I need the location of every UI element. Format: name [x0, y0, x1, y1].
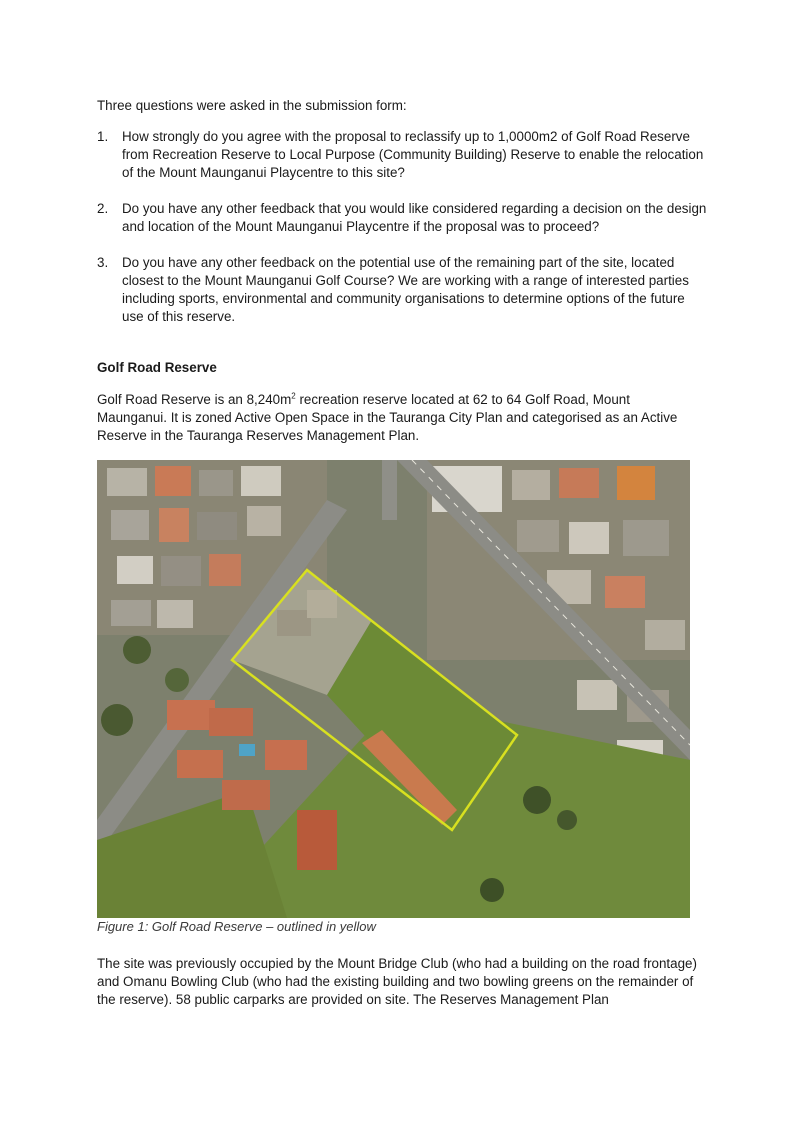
question-text: How strongly do you agree with the proposal to reclassify up to 1,0000m2 of Golf Road Reserve from Recreation Reserve to Local Purpose (Community Building) Reserve to enable the relocation of the Mount Maunganui Playcentre to this site? [122, 129, 704, 180]
superscript: 2 [291, 391, 296, 401]
section-title: Golf Road Reserve [97, 360, 217, 375]
description-text: Golf Road Reserve is an 8,240m [97, 392, 292, 407]
figure-caption: Figure 1: Golf Road Reserve – outlined in yellow [97, 919, 376, 934]
question-text: Do you have any other feedback on the potential use of the remaining part of the site, located closest to the Mount Maunganui Golf Course? We are working with a range of interested parties including sports, environmental and community organisations to determine options of the future use of this reserve. [122, 255, 689, 324]
question-item [97, 254, 707, 326]
aerial-photo [97, 460, 690, 918]
question-list [97, 128, 707, 344]
question-item [97, 200, 707, 236]
intro-paragraph: Three questions were asked in the submission form: [97, 98, 407, 113]
question-item [97, 128, 707, 182]
question-text: Do you have any other feedback that you would like considered regarding a decision on the design and location of the Mount Maunganui Playcentre if the proposal was to proceed? [122, 201, 707, 234]
aerial-map-image [97, 460, 690, 918]
question-number: 2. [97, 201, 109, 216]
reserve-description [97, 391, 697, 445]
closing-paragraph: The site was previously occupied by the Mount Bridge Club (who had a building on the road frontage) and Omanu Bowling Club (who had the existing building and two bowling greens on the remainder of the reserve). 58 public carparks are provided on site. The Reserves Management Plan [97, 956, 697, 1007]
description-text-rest: recreation reserve located at 62 to 64 Golf Road, Mount Maunganui. It is zoned Active Open Space in the Tauranga City Plan and categorised as an Active Reserve in the Tauranga Reserves Management Plan. [97, 392, 678, 443]
question-number: 3. [97, 255, 109, 270]
question-number: 1. [97, 129, 109, 144]
